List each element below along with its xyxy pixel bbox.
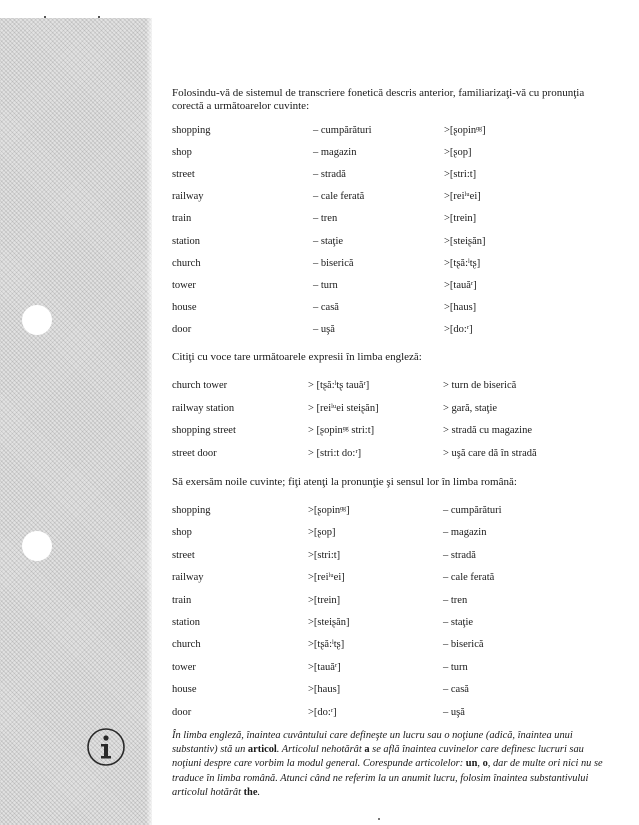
scan-mark: [44, 16, 46, 18]
scan-margin-strip: [0, 18, 152, 825]
romanian-translation: – cumpărături: [443, 505, 502, 516]
info-text-part: . Articolul nehotărât: [276, 744, 365, 756]
list-item: [172, 301, 612, 315]
list-item: [172, 526, 612, 540]
phonetic-transcription: >[tauăʳ]: [308, 661, 341, 673]
info-text-part: .: [257, 786, 261, 798]
english-word: station: [172, 617, 200, 628]
english-word: station: [172, 235, 200, 247]
english-word: door: [172, 706, 192, 718]
english-word: railway: [172, 191, 204, 203]
english-word: church: [172, 257, 201, 269]
phonetic-transcription: > [reiˡᵘei steiʂăn]: [308, 402, 379, 414]
info-text-part: , dar de multe ori nici nu se traduce în limba română. Atunci când ne referim la un anumit lucru, folosim înaintea substantivului articolul hotărât: [172, 758, 603, 798]
scan-margin-edge: [146, 18, 154, 825]
list-item: [172, 594, 612, 608]
phonetic-transcription: >[do:ʳ]: [444, 323, 473, 335]
info-keyword: o: [482, 758, 488, 770]
romanian-translation: – uşă: [313, 323, 335, 335]
english-word: train: [172, 213, 192, 225]
english-word: shopping: [172, 505, 211, 516]
english-word: train: [172, 594, 192, 606]
romanian-translation: – stradă: [313, 169, 346, 181]
info-keyword: articol: [247, 744, 277, 756]
romanian-translation: – biserică: [313, 257, 354, 269]
list-item: [172, 168, 612, 182]
romanian-translation: – cale ferată: [443, 572, 495, 584]
phonetic-transcription: >[reiˡᵘei]: [308, 572, 345, 584]
list-item: [172, 638, 612, 652]
list-item: [172, 279, 612, 293]
phonetic-transcription: >[tʂă:ˡtʂ]: [308, 639, 345, 651]
english-expression: railway station: [172, 402, 235, 414]
english-expression: church tower: [172, 380, 228, 391]
romanian-translation: – biserică: [443, 639, 484, 651]
english-word: house: [172, 301, 197, 313]
romanian-translation: > turn de biserică: [443, 380, 517, 391]
english-word: house: [172, 684, 197, 696]
list-item: [172, 323, 612, 337]
english-expression: street door: [172, 448, 217, 460]
list-item: [172, 379, 612, 393]
list-item: [172, 212, 612, 226]
romanian-translation: – cale ferată: [313, 191, 365, 203]
english-word: tower: [172, 279, 196, 291]
romanian-translation: – stradă: [443, 549, 476, 561]
phonetic-transcription: >[ʂopinᶢᵍ]: [444, 125, 486, 136]
english-expression: shopping street: [172, 425, 236, 437]
phonetic-transcription: >[steiʂăn]: [444, 235, 486, 247]
romanian-translation: – casă: [443, 684, 469, 696]
list-item: [172, 257, 612, 271]
info-keyword: un: [465, 758, 478, 770]
info-keyword: a: [364, 744, 370, 756]
phonetic-transcription: > [stri:t do:ʳ]: [308, 448, 362, 460]
punch-hole: [22, 531, 52, 561]
romanian-translation: – magazin: [443, 527, 487, 539]
phonetic-transcription: > [ʂopinᶢᵍ stri:t]: [308, 425, 375, 437]
romanian-translation: – staţie: [313, 235, 344, 247]
list-item: [172, 549, 612, 563]
romanian-translation: – tren: [313, 213, 338, 225]
phonetic-transcription: >[tauăʳ]: [444, 279, 477, 291]
phonetic-transcription: >[ʂopinᶢᵍ]: [308, 505, 350, 516]
phonetic-transcription: >[do:ʳ]: [308, 706, 337, 718]
list-item: [172, 683, 612, 697]
romanian-translation: > uşă care dă în stradă: [443, 448, 537, 460]
phonetic-transcription: >[trein]: [308, 594, 341, 606]
list-item: [172, 146, 612, 160]
phonetic-transcription: >[trein]: [444, 213, 477, 225]
romanian-translation: > gară, staţie: [443, 402, 498, 414]
english-word: shop: [172, 527, 192, 539]
list-item: [172, 424, 612, 438]
english-word: street: [172, 169, 195, 181]
intro-paragraph-1: Folosindu-vă de sistemul de transcriere fonetică descris anterior, familiarizaţi-vă cu pronunţia corectă a următoarelor cuvinte:: [172, 87, 585, 112]
romanian-translation: – staţie: [443, 617, 474, 628]
phonetic-transcription: >[reiˡᵘei]: [444, 191, 481, 203]
phonetic-transcription: >[haus]: [444, 301, 477, 313]
info-keyword: the: [243, 786, 258, 798]
english-word: shopping: [172, 125, 211, 136]
list-item: [172, 235, 612, 249]
english-word: shop: [172, 147, 192, 159]
romanian-translation: – turn: [443, 661, 468, 673]
list-item: [172, 706, 612, 720]
list-item: [172, 447, 612, 461]
list-item: [172, 504, 612, 518]
romanian-translation: – tren: [443, 594, 468, 606]
scan-mark: [98, 16, 100, 18]
phonetic-transcription: > [tʂă:ˡtʂ tauăʳ]: [308, 380, 370, 391]
phonetic-transcription: >[ʂop]: [444, 147, 472, 159]
info-text-part: În limba engleză, înaintea cuvântului care defineşte un lucru sau o noţiune (adică, înaintea unui substantiv) stă un: [172, 730, 573, 756]
phonetic-transcription: >[tʂă:ˡtʂ]: [444, 257, 481, 269]
list-item: [172, 661, 612, 675]
romanian-translation: – uşă: [443, 706, 465, 718]
intro-paragraph-3: Să exersăm noile cuvinte; fiţi atenţi la pronunţie şi sensul lor în limba română:: [172, 476, 517, 488]
english-word: railway: [172, 572, 204, 584]
romanian-translation: – magazin: [313, 147, 357, 159]
phonetic-transcription: >[steiʂăn]: [308, 617, 350, 628]
phonetic-transcription: >[ʂop]: [308, 527, 336, 539]
info-note: [172, 729, 612, 800]
intro-paragraph-2: Citiţi cu voce tare următoarele expresii în limba engleză:: [172, 351, 422, 363]
english-word: church: [172, 639, 201, 651]
romanian-translation: – casă: [313, 301, 339, 313]
list-item: [172, 124, 612, 138]
info-icon: [86, 727, 126, 767]
list-item: [172, 571, 612, 585]
phonetic-transcription: >[stri:t]: [308, 549, 341, 561]
english-word: street: [172, 549, 195, 561]
romanian-translation: – cumpărături: [313, 125, 372, 136]
romanian-translation: – turn: [313, 279, 338, 291]
phonetic-transcription: >[haus]: [308, 684, 341, 696]
list-item: [172, 402, 612, 416]
punch-hole: [22, 305, 52, 335]
info-text-part: ,: [477, 758, 483, 770]
info-text-part: se află înaintea cuvinelor care definesc lucruri sau noţiuni despre care vorbim la modul general. Corespunde articolelor:: [172, 744, 584, 770]
romanian-translation: > stradă cu magazine: [443, 425, 533, 437]
scan-mark: [378, 818, 380, 820]
phonetic-transcription: >[stri:t]: [444, 169, 477, 181]
english-word: tower: [172, 661, 196, 673]
list-item: [172, 616, 612, 630]
english-word: door: [172, 323, 192, 335]
list-item: [172, 190, 612, 204]
